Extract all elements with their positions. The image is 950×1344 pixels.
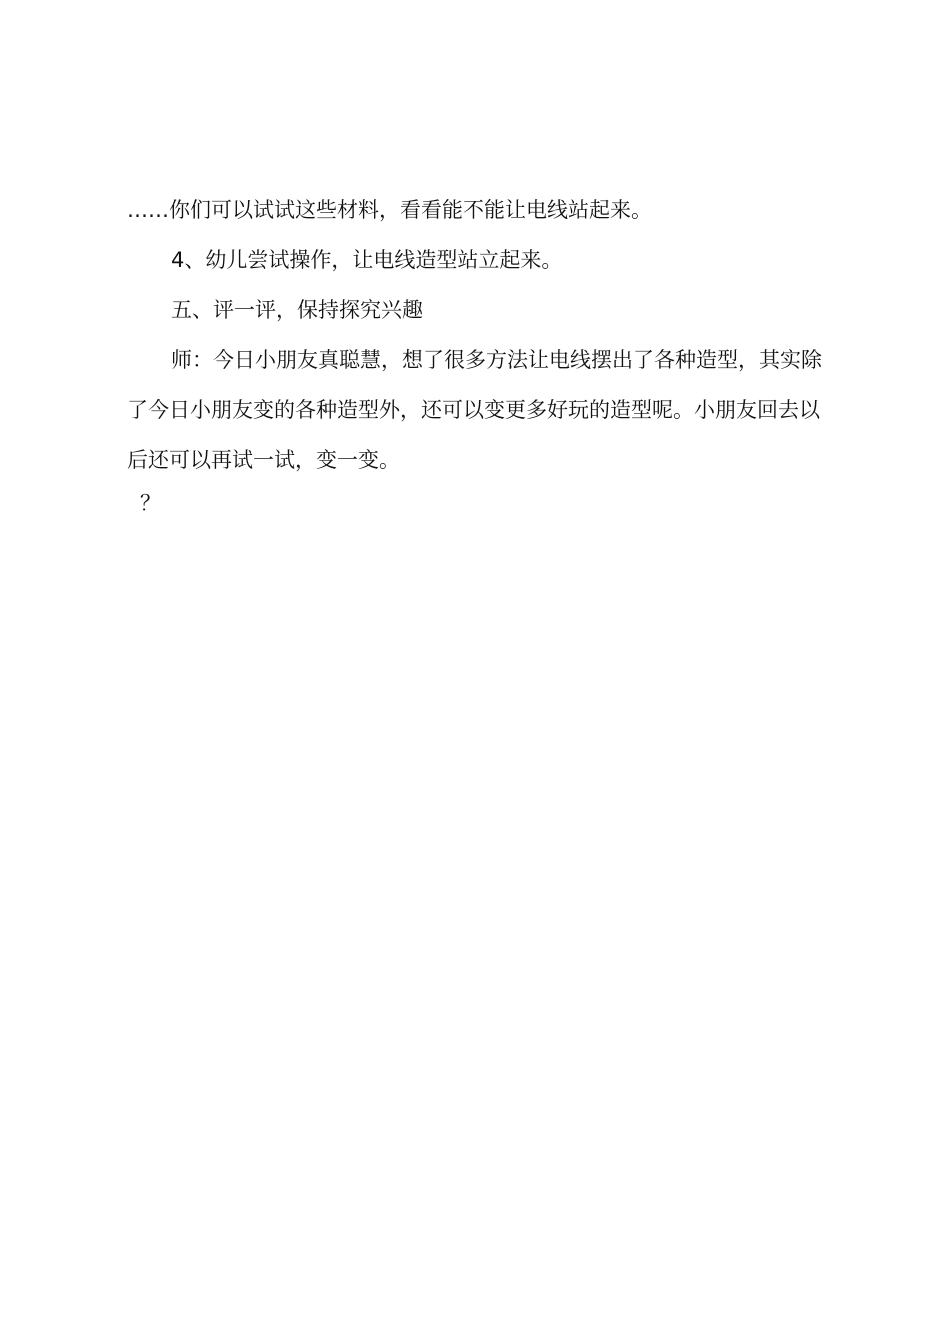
paragraph-materials-try: ……你们可以试试这些材料，看看能不能让电线站起来。: [127, 198, 652, 222]
paragraph-teacher-summary: 师：今日小朋友真聪慧，想了很多方法让电线摆出了各种造型，其实除了今日小朋友变的各种造型外，还可以变更多好玩的造型呢。小朋友回去以后还可以再试一试，变一变。: [127, 348, 822, 472]
document-body: [127, 185, 833, 485]
section-heading-evaluate: 五、评一评，保持探究兴趣: [171, 298, 423, 322]
trailing-question-mark: ？: [140, 491, 161, 515]
paragraph-step-4: 4、幼儿尝试操作，让电线造型站立起来。: [171, 248, 563, 272]
